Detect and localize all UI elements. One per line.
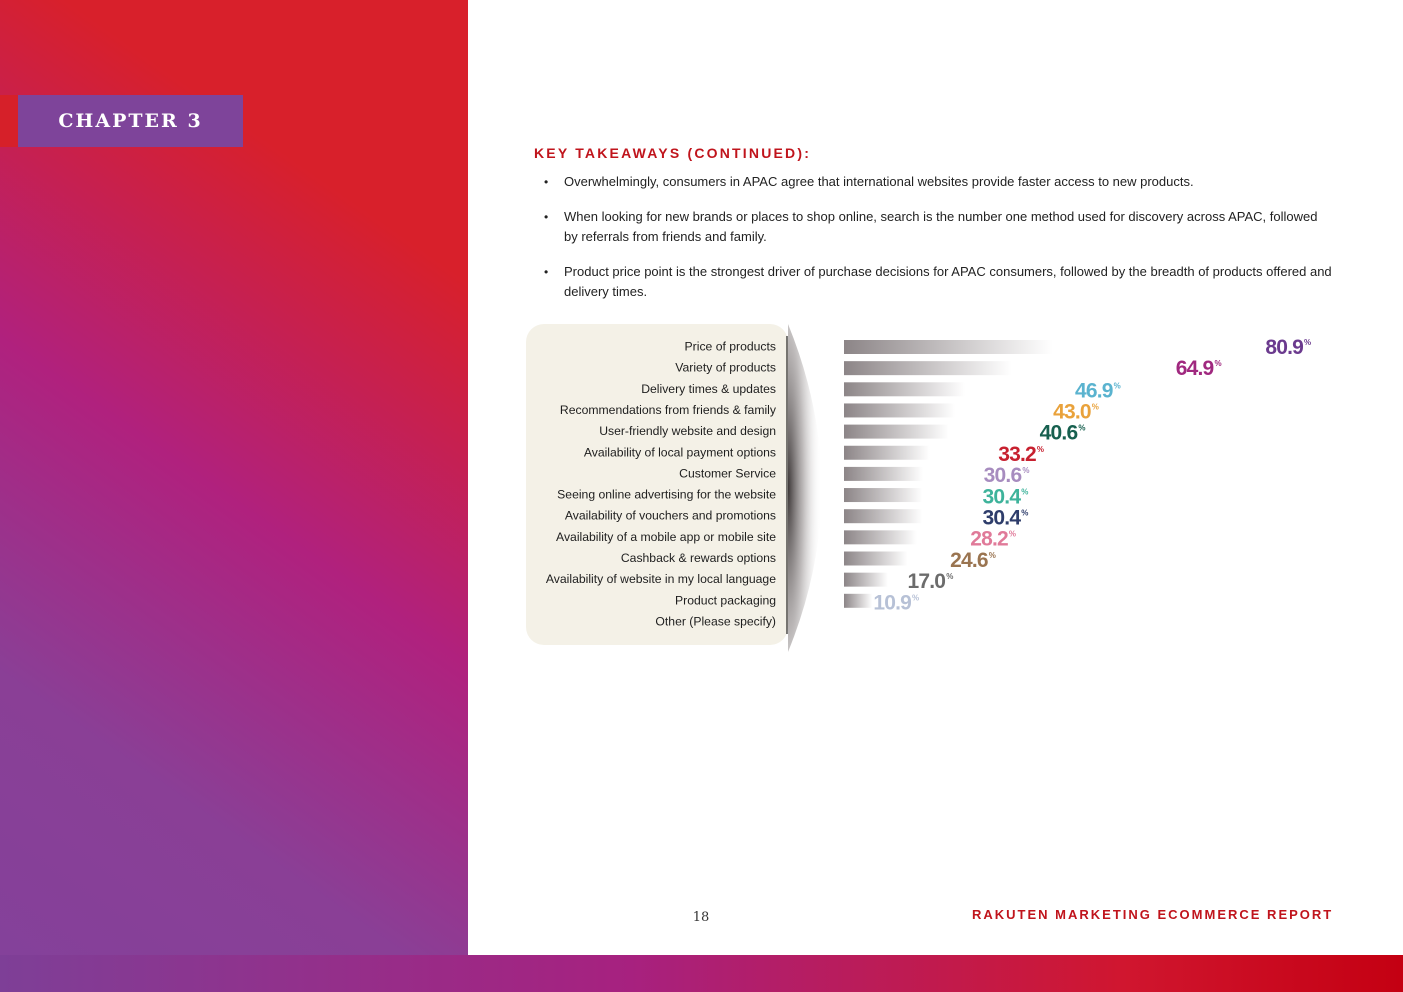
report-title: RAKUTEN MARKETING ECOMMERCE REPORT [972, 907, 1334, 922]
category-label: Cashback & rewards options [620, 551, 776, 565]
bullet-dot: • [544, 210, 549, 224]
bar [844, 467, 923, 481]
bar [844, 340, 1053, 354]
value-suffix: % [1113, 381, 1121, 391]
value-label: 10.9 [873, 591, 912, 615]
category-label: User-friendly website and design [599, 424, 776, 439]
bottom-gradient-band [0, 955, 1403, 992]
purchase-drivers-chart [520, 318, 1360, 658]
bar [844, 382, 965, 396]
value-label: 30.4 [982, 485, 1021, 509]
value-suffix: % [1021, 487, 1029, 497]
bullet-dot: • [544, 175, 549, 189]
chapter-label: CHAPTER 3 [18, 95, 243, 147]
category-label: Variety of products [675, 360, 776, 375]
value-label: 30.6 [983, 463, 1022, 487]
value-label: 80.9 [1265, 336, 1304, 359]
key-takeaways-heading: KEY TAKEAWAYS (CONTINUED): [534, 145, 812, 161]
label-panel-shadow [788, 324, 822, 652]
key-takeaways-list [534, 172, 1334, 317]
value-suffix: % [1078, 423, 1086, 433]
takeaway-text: Overwhelmingly, consumers in APAC agree that international websites provide faster access to new products. [564, 174, 1194, 189]
category-label: Other (Please specify) [655, 614, 776, 629]
value-suffix: % [1091, 402, 1099, 412]
value-suffix: % [1008, 529, 1017, 539]
bar [844, 573, 888, 587]
takeaway-item [534, 262, 1334, 302]
category-label: Availability of local payment options [583, 445, 776, 460]
takeaway-item [534, 207, 1334, 247]
value-label: 40.6 [1039, 421, 1078, 445]
category-label: Customer Service [679, 466, 776, 481]
value-suffix: % [988, 551, 996, 560]
category-label: Product packaging [675, 593, 776, 608]
value-label: 24.6 [950, 549, 988, 572]
category-label: Delivery times & updates [641, 381, 776, 396]
value-labels [873, 336, 1311, 614]
bar [844, 488, 922, 502]
bar [844, 425, 949, 439]
chapter-tab-stub [0, 95, 18, 147]
category-label: Availability of vouchers and promotions [564, 508, 776, 523]
value-suffix: % [912, 593, 920, 603]
page-number: 18 [692, 910, 710, 925]
value-label: 64.9 [1175, 357, 1214, 381]
bar [844, 403, 955, 417]
bar [844, 509, 922, 523]
takeaway-item [534, 172, 1334, 192]
value-suffix: % [1022, 465, 1030, 475]
value-label: 17.0 [907, 570, 946, 594]
category-label: Seeing online advertising for the website [557, 487, 776, 502]
category-label: Availability of a mobile app or mobile site [556, 529, 776, 544]
value-suffix: % [1304, 338, 1312, 347]
category-label: Price of products [684, 339, 776, 354]
value-label: 43.0 [1053, 400, 1091, 424]
takeaway-text: When looking for new brands or places to shop online, search is the number one method used for discovery across APAC, followed by referrals from friends and family. [564, 209, 1318, 244]
category-label: Availability of website in my local language [545, 572, 776, 587]
bullet-dot: • [544, 265, 549, 279]
value-label: 28.2 [970, 527, 1008, 551]
bar [844, 530, 917, 544]
value-suffix: % [1021, 508, 1029, 518]
bar [844, 594, 872, 608]
bar [844, 361, 1011, 375]
value-suffix: % [1036, 444, 1045, 454]
value-suffix: % [1214, 359, 1222, 369]
value-label: 46.9 [1074, 379, 1113, 403]
category-label: Recommendations from friends & family [559, 402, 776, 417]
value-suffix: % [946, 572, 954, 582]
bar [844, 446, 930, 460]
bar [844, 552, 907, 566]
value-label: 30.4 [982, 506, 1021, 530]
value-label: 33.2 [998, 442, 1036, 466]
takeaway-text: Product price point is the strongest driver of purchase decisions for APAC consumers, followed by the breadth of products offered and delivery times. [564, 264, 1332, 299]
